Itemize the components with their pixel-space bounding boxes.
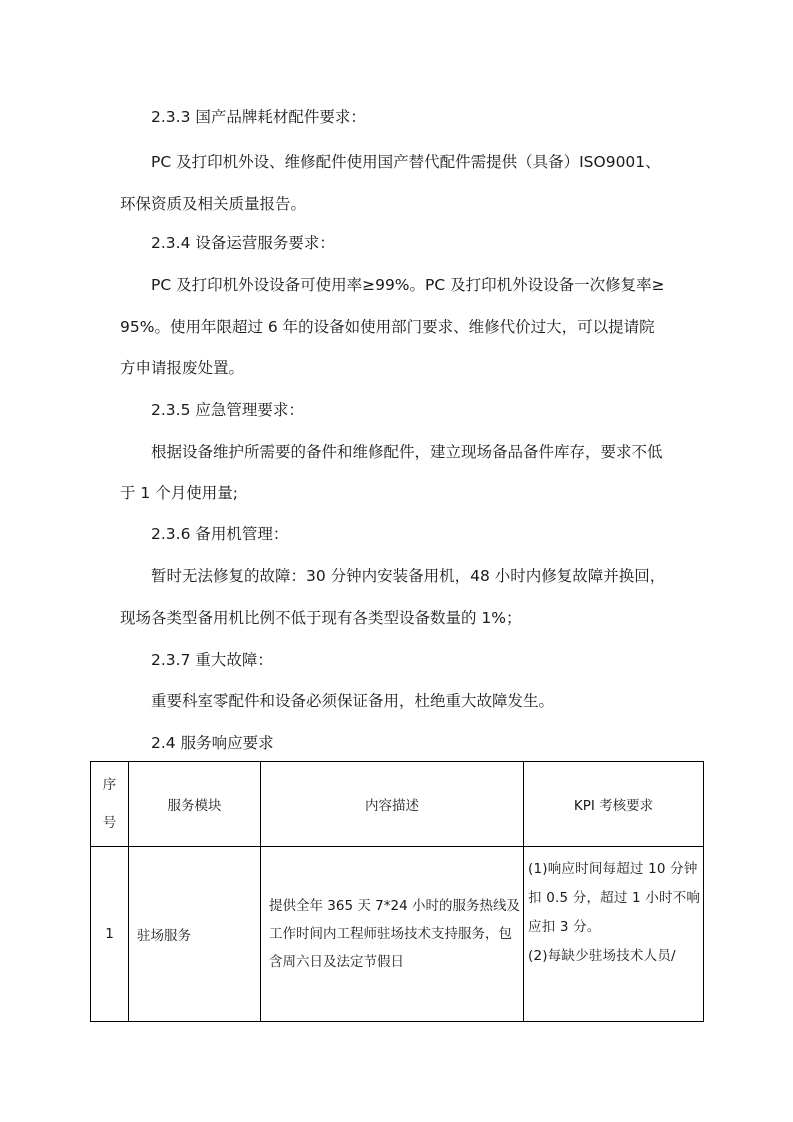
heading-2-3-5: 2.3.5 应急管理要求： [151, 401, 304, 419]
header-seq-line2: 号 [102, 815, 117, 831]
paragraph-text: 现场各类型备用机比例不低于现有各类型设备数量的 1%； [120, 609, 522, 627]
heading-2-3-4: 2.3.4 设备运营服务要求： [151, 234, 335, 252]
cell-description [261, 847, 524, 1022]
header-seq-line1: 序 [102, 777, 117, 793]
heading-2-3-3: 2.3.3 国产品牌耗材配件要求： [151, 108, 366, 126]
paragraph-text: 暂时无法修复的故障：30 分钟内安装备用机，48 小时内修复故障并换回， [151, 567, 666, 585]
paragraph-text: 95%。使用年限超过 6 年的设备如使用部门要求、维修代价过大，可以提请院 [120, 318, 655, 336]
description-line: 提供全年 365 天 7*24 小时的服务热线及 [269, 898, 520, 914]
paragraph-text: PC 及打印机外设设备可使用率≥99%。PC 及打印机外设设备一次修复率≥ [151, 276, 665, 294]
table-header-row [91, 762, 704, 847]
kpi-line: (1)响应时间每超过 10 分钟 [528, 861, 698, 877]
header-description: 内容描述 [261, 762, 524, 847]
paragraph-text: 根据设备维护所需要的备件和维修配件，建立现场备品备件库存，要求不低 [151, 443, 663, 461]
paragraph-text: 重要科室零配件和设备必须保证备用，杜绝重大故障发生。 [151, 692, 555, 710]
paragraph-text: 环保资质及相关质量报告。 [120, 195, 307, 213]
description-line: 含周六日及法定节假日 [269, 954, 404, 970]
description-line: 工作时间内工程师驻场技术支持服务，包 [269, 926, 512, 942]
kpi-line: 应扣 3 分。 [528, 919, 601, 935]
paragraph-text: 方申请报废处置。 [120, 359, 245, 377]
paragraph-text: PC 及打印机外设、维修配件使用国产替代配件需提供（具备）ISO9001、 [151, 153, 661, 171]
heading-2-3-7: 2.3.7 重大故障： [151, 651, 273, 669]
cell-seq: 1 [91, 847, 129, 1022]
header-seq [91, 762, 129, 847]
header-kpi: KPI 考核要求 [524, 762, 704, 847]
kpi-line: (2)每缺少驻场技术人员/ [528, 948, 676, 964]
cell-kpi [524, 847, 704, 1022]
cell-module: 驻场服务 [129, 847, 261, 1022]
heading-2-3-6: 2.3.6 备用机管理： [151, 525, 289, 543]
heading-2-4: 2.4 服务响应要求 [151, 734, 274, 752]
kpi-line: 扣 0.5 分，超过 1 小时不响 [528, 890, 701, 906]
header-module: 服务模块 [129, 762, 261, 847]
paragraph-text: 于 1 个月使用量; [120, 484, 238, 502]
table-row [91, 847, 704, 1022]
service-response-table [90, 761, 704, 1022]
